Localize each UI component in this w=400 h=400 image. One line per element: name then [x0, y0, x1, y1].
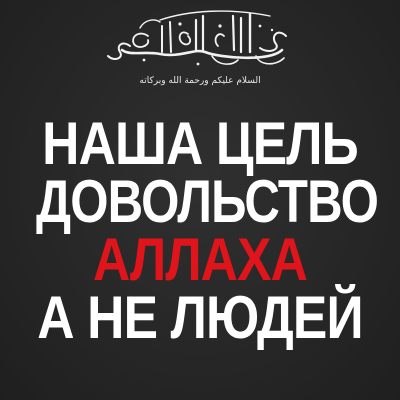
headline-line-3-accent: АЛЛАХА — [92, 226, 308, 293]
bismillah-calligraphy — [100, 6, 300, 74]
headline-line-1: НАША ЦЕЛЬ — [42, 110, 358, 177]
headline-line-2: ДОВОЛЬСТВО — [36, 168, 379, 235]
headline-line-4: А НЕ ЛЮДЕЙ — [37, 284, 363, 351]
salam-greeting: السلام عليكم ورحمة الله وبركاته — [139, 76, 261, 86]
